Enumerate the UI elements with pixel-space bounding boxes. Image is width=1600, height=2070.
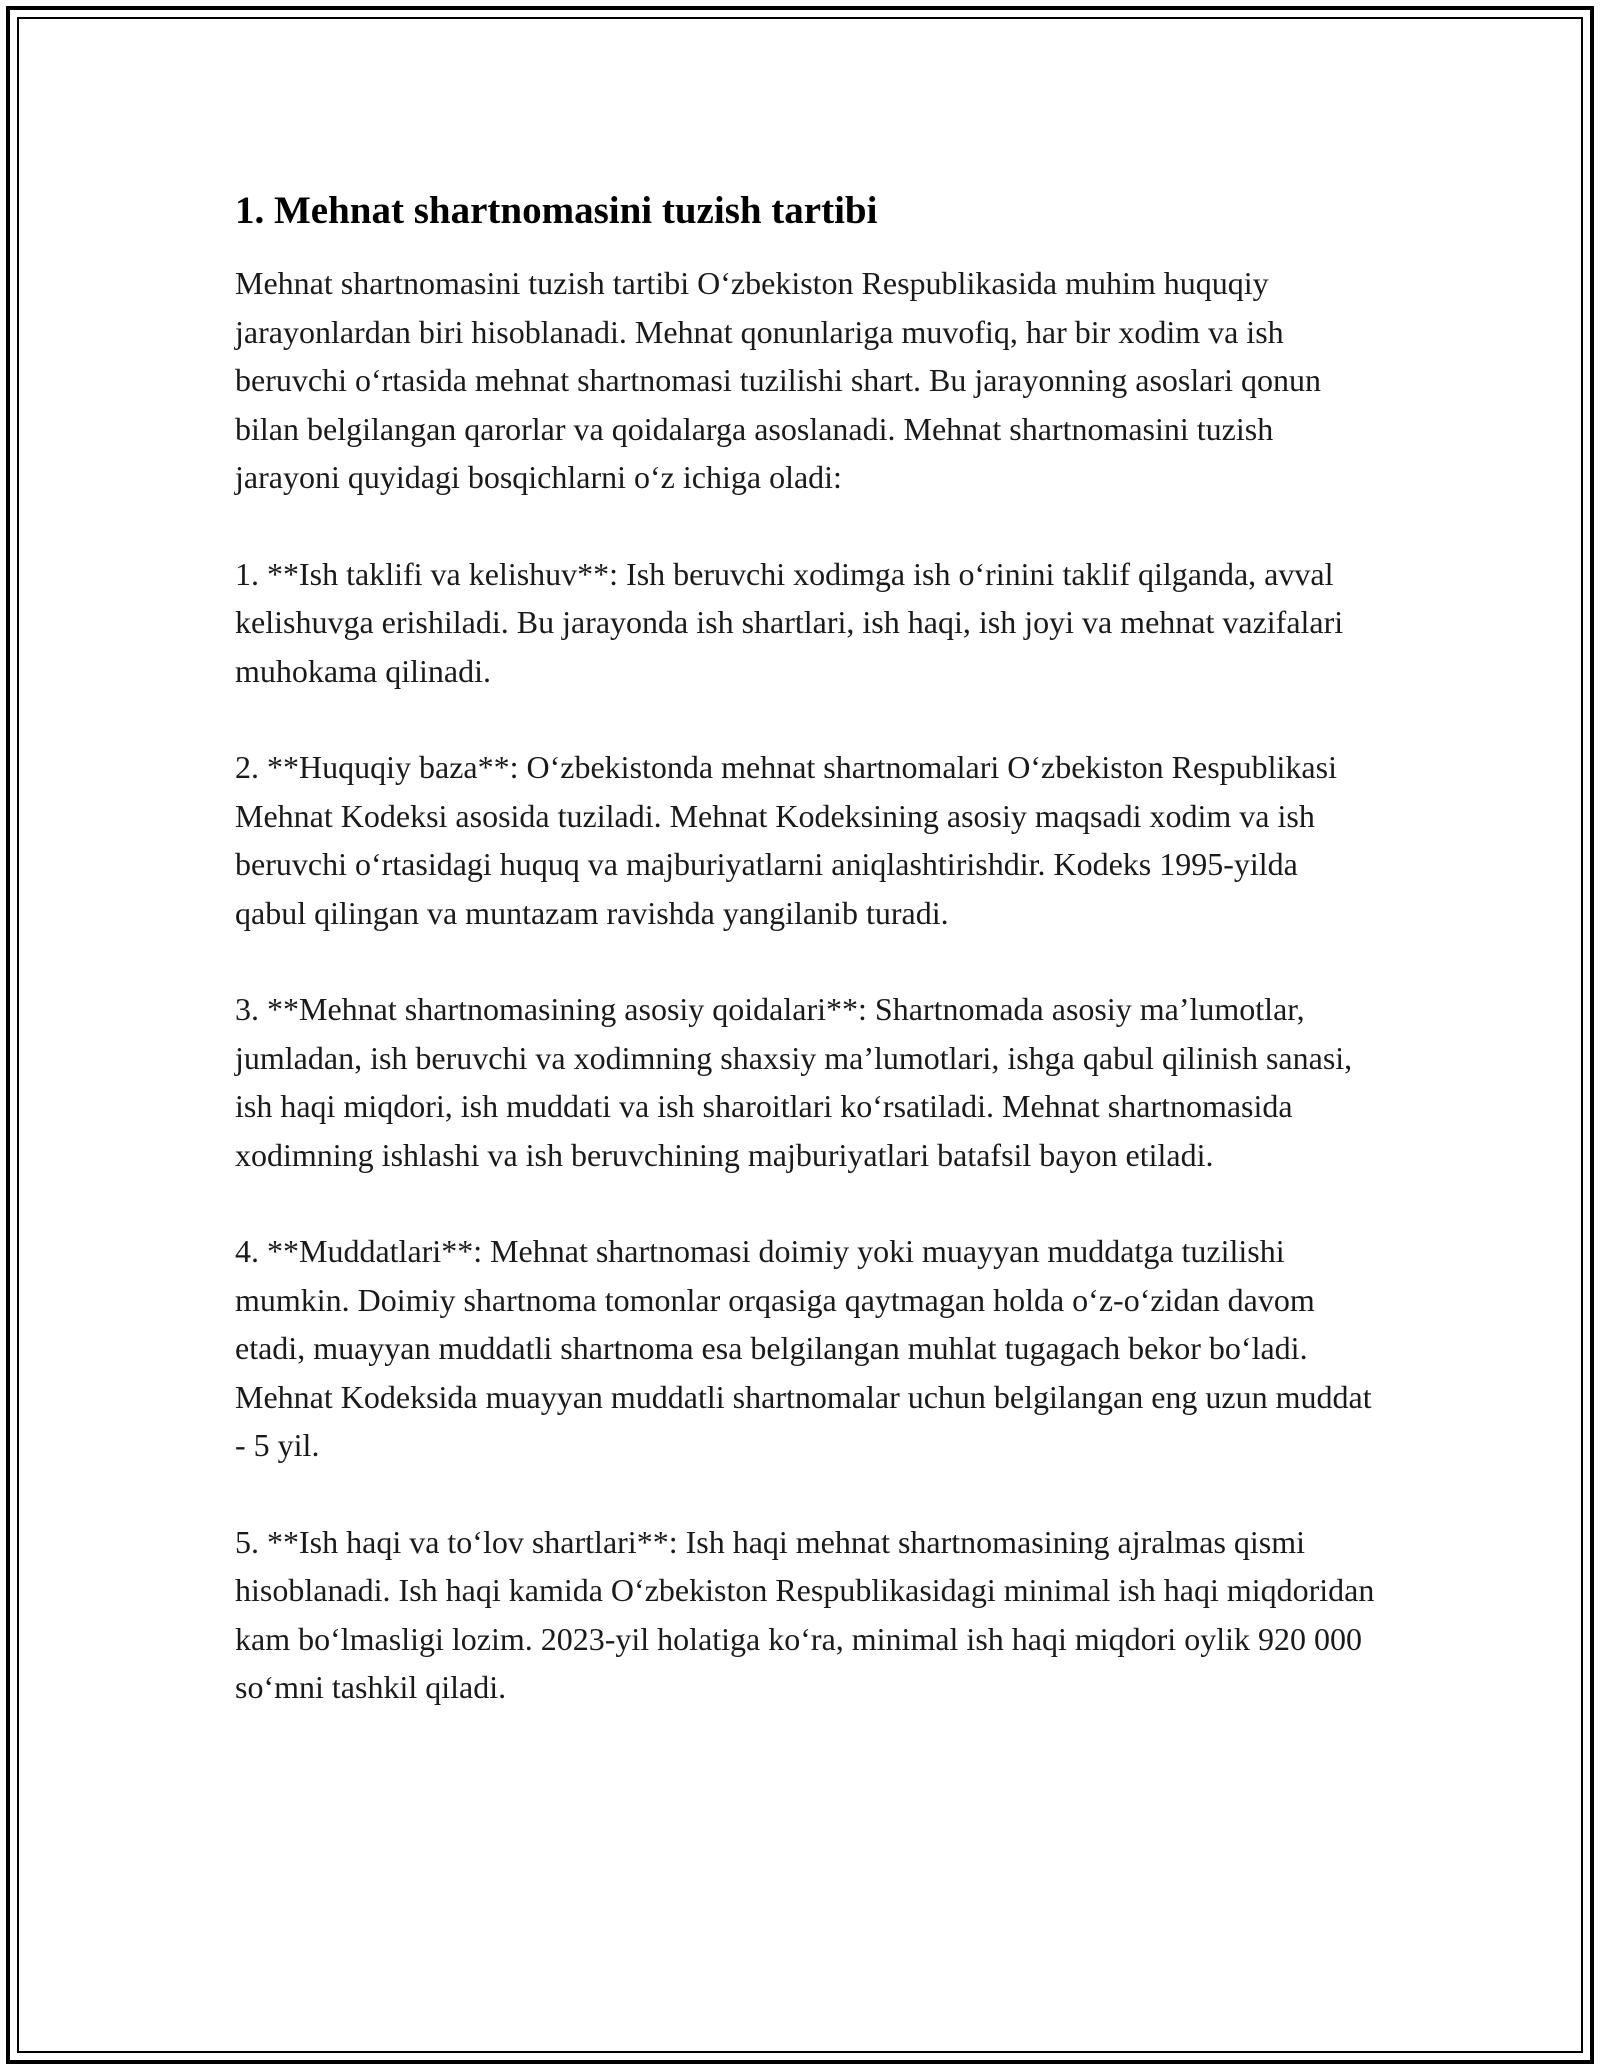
intro-paragraph: Mehnat shartnomasini tuzish tartibi O‘zbekiston Respublikasida muhim huquqiy jarayonlardan biri hisoblanadi. Mehnat qonunlariga muvofiq, har bir xodim va ish beruvchi o‘rtasida mehnat shartnomasi tuzilishi shart. Bu jarayonning asoslari qonun bilan belgilangan qarorlar va qoidalarga asoslanadi. Mehnat shartnomasini tuzish jarayoni quyidagi bosqichlarni o‘z ichiga oladi:: [235, 265, 1321, 495]
list-item-muddatlari: 4. **Muddatlari**: Mehnat shartnomasi doimiy yoki muayyan muddatga tuzilishi mumkin. Doimiy shartnoma tomonlar orqasiga qaytmagan holda o‘z-o‘zidan davom etadi, muayyan muddatli shartnoma esa belgilangan muhlat tugagach bekor bo‘ladi. Mehnat Kodeksida muayyan muddatli shartnomalar uchun belgilangan eng uzun muddat - 5 yil.: [235, 1233, 1372, 1463]
list-item-huquqiy-baza: 2. **Huquqiy baza**: O‘zbekistonda mehnat shartnomalari O‘zbekiston Respublikasi Mehnat Kodeksi asosida tuziladi. Mehnat Kodeksining asosiy maqsadi xodim va ish beruvchi o‘rtasidagi huquq va majburiyatlarni aniqlashtirishdir. Kodeks 1995-yilda qabul qilingan va muntazam ravishda yangilanib turadi.: [235, 749, 1337, 931]
list-item-ish-taklifi: 1. **Ish taklifi va kelishuv**: Ish beruvchi xodimga ish o‘rinini taklif qilganda, avval kelishuvga erishiladi. Bu jarayonda ish shartlari, ish haqi, ish joyi va mehnat vazifalari muhokama qilinadi.: [235, 555, 1344, 689]
list-item-ish-haqi: 5. **Ish haqi va to‘lov shartlari**: Ish haqi mehnat shartnomasining ajralmas qismi hisoblanadi. Ish haqi kamida O‘zbekiston Respublikasidagi minimal ish haqi miqdoridan kam bo‘lmasligi lozim. 2023-yil holatiga ko‘ra, minimal ish haqi miqdori oylik 920 000 so‘mni tashkil qiladi.: [235, 1523, 1375, 1705]
document-body: [235, 185, 1375, 1712]
list-item-asosiy-qoidalar: 3. **Mehnat shartnomasining asosiy qoidalari**: Shartnomada asosiy ma’lumotlar, jumladan, ish beruvchi va xodimning shaxsiy ma’lumotlari, ishga qabul qilinish sanasi, ish haqi miqdori, ish muddati va ish sharoitlari ko‘rsatiladi. Mehnat shartnomasida xodimning ishlashi va ish beruvchining majburiyatlari batafsil bayon etiladi.: [235, 991, 1353, 1173]
section-title: 1. Mehnat shartnomasini tuzish tartibi: [235, 189, 878, 232]
